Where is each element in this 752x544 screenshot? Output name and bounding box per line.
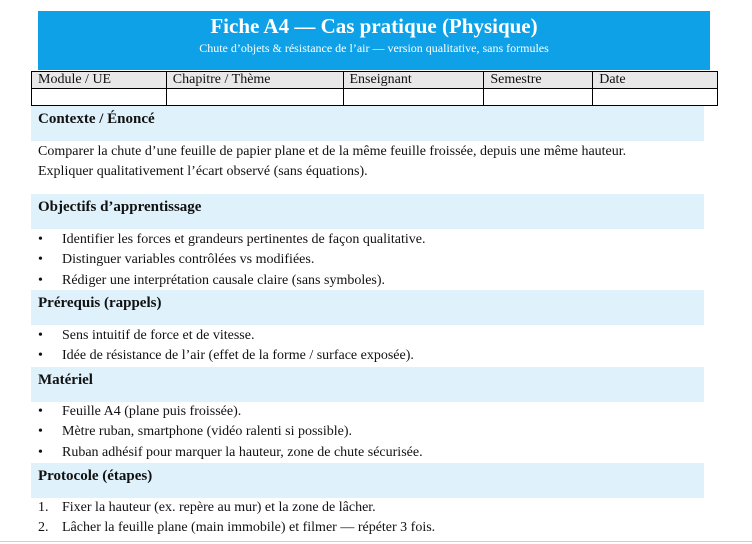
value-semester[interactable] <box>484 89 593 106</box>
list-item <box>38 271 425 291</box>
list-item-text: Mètre ruban, smartphone (vidéo ralenti si possible). <box>62 424 353 440</box>
list-item <box>38 498 435 518</box>
list-item-text: Ruban adhésif pour marquer la hauteur, zone de chute sécurisée. <box>62 444 423 460</box>
context-line-2: Expliquer qualitativement l’écart observé (sans équations). <box>38 164 368 179</box>
list-item-text: Rédiger une interprétation causale claire (sans symboles). <box>62 272 386 288</box>
list-item <box>38 230 425 250</box>
bullet-icon: • <box>38 444 43 460</box>
col-chapter: Chapitre / Thème <box>166 72 343 89</box>
section-heading-objectives: Objectifs d’apprentissage <box>31 194 704 229</box>
list-item <box>38 402 423 422</box>
list-item-text: Sens intuitif de force et de vitesse. <box>62 328 255 343</box>
page-title: Fiche A4 — Cas pratique (Physique) <box>210 14 538 38</box>
list-item-text: Lâcher la feuille plane (main immobile) et filmer — répéter 3 fois. <box>62 520 436 536</box>
info-table-header-row <box>32 72 718 89</box>
page-bottom-divider <box>0 541 752 542</box>
value-module[interactable] <box>32 89 167 106</box>
list-item <box>38 422 423 442</box>
step-number: 1. <box>38 500 49 515</box>
list-item-text: Idée de résistance de l’air (effet de la forme / surface exposée). <box>62 348 414 364</box>
context-text <box>38 142 718 182</box>
info-table <box>31 71 718 106</box>
list-item <box>38 443 423 463</box>
info-table-value-row <box>32 89 718 106</box>
bullet-icon: • <box>38 232 43 247</box>
col-module: Module / UE <box>32 72 167 89</box>
list-item-text: Fixer la hauteur (ex. repère au mur) et la zone de lâcher. <box>62 500 376 515</box>
context-line-1: Comparer la chute d’une feuille de papier plane et de la même feuille froissée, depuis une même hauteur. <box>38 144 627 159</box>
bullet-icon: • <box>38 424 43 440</box>
col-semester: Semestre <box>484 72 593 89</box>
value-teacher[interactable] <box>343 89 484 106</box>
value-chapter[interactable] <box>166 89 343 106</box>
list-item-text: Identifier les forces et grandeurs pertinentes de façon qualitative. <box>62 232 426 247</box>
list-item <box>38 250 425 270</box>
section-heading-context: Contexte / Énoncé <box>31 106 704 141</box>
section-heading-prerequisites: Prérequis (rappels) <box>31 290 704 325</box>
list-item <box>38 518 435 538</box>
step-number: 2. <box>38 520 49 536</box>
page-subtitle: Chute d’objets & résistance de l’air — version qualitative, sans formules <box>199 41 549 55</box>
protocol-list <box>38 498 435 539</box>
section-heading-material: Matériel <box>31 367 704 402</box>
value-date[interactable] <box>593 89 718 106</box>
title-banner <box>38 11 710 70</box>
list-item-text: Distinguer variables contrôlées vs modifiées. <box>62 252 315 268</box>
list-item-text: Feuille A4 (plane puis froissée). <box>62 404 242 419</box>
bullet-icon: • <box>38 272 43 288</box>
section-heading-protocol: Protocole (étapes) <box>31 463 704 498</box>
bullet-icon: • <box>38 348 43 364</box>
prerequisites-list <box>38 326 414 367</box>
objectives-list <box>38 230 425 291</box>
bullet-icon: • <box>38 252 43 268</box>
col-date: Date <box>593 72 718 89</box>
col-teacher: Enseignant <box>343 72 484 89</box>
list-item <box>38 346 414 366</box>
bullet-icon: • <box>38 328 43 343</box>
list-item <box>38 326 414 346</box>
bullet-icon: • <box>38 404 43 419</box>
material-list <box>38 402 423 463</box>
